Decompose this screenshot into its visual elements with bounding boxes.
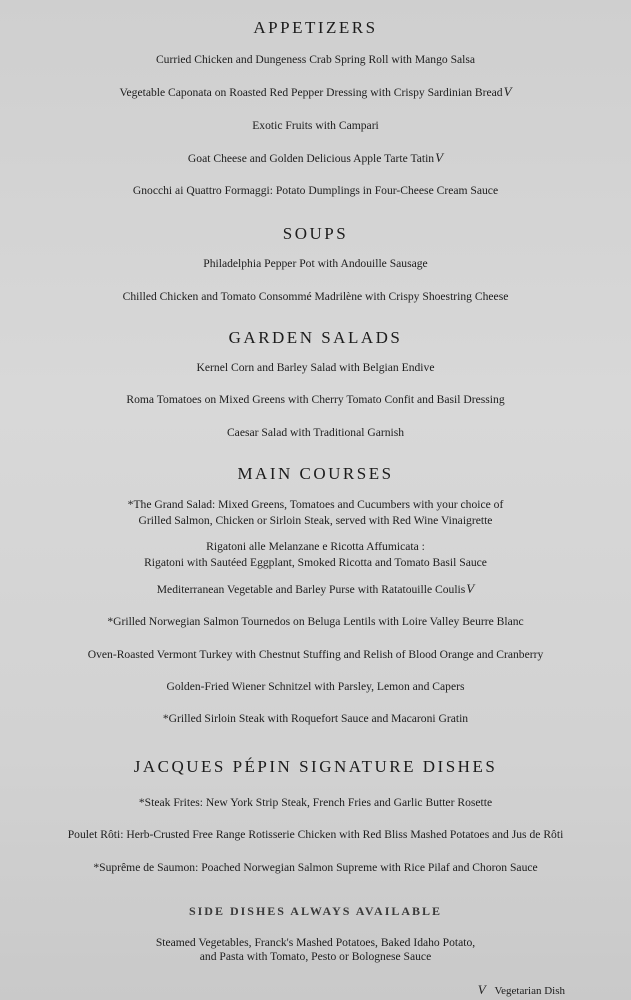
vegetarian-icon: V	[466, 581, 475, 596]
vegetarian-icon: V	[503, 84, 512, 99]
menu-item-continued: Rigatoni with Sautéed Eggplant, Smoked Ricotta and Tomato Basil Sauce	[144, 556, 487, 569]
menu-item: Exotic Fruits with Campari	[252, 119, 379, 132]
menu-item: Caesar Salad with Traditional Garnish	[226, 426, 405, 439]
section-title-soups: SOUPS	[282, 224, 349, 243]
menu-item: Oven-Roasted Vermont Turkey with Chestnut Stuffing and Relish of Blood Orange and Cranberry	[87, 648, 544, 661]
menu-item: Mediterranean Vegetable and Barley Purse with Ratatouille CoulisV	[156, 581, 475, 596]
menu-item: *Steak Frites: New York Strip Steak, French Fries and Garlic Butter Rosette	[138, 796, 493, 809]
vegetarian-icon: V	[477, 982, 486, 997]
menu-item: Kernel Corn and Barley Salad with Belgian Endive	[196, 361, 435, 374]
menu-item: Poulet Rôti: Herb-Crusted Free Range Rotisserie Chicken with Red Bliss Mashed Potatoes and Jus de Rôti	[67, 828, 564, 841]
vegetarian-icon: V	[435, 150, 444, 165]
section-title-main-courses: MAIN COURSES	[237, 464, 394, 483]
menu-item: *The Grand Salad: Mixed Greens, Tomatoes and Cucumbers with your choice of	[127, 498, 504, 511]
menu-item: Golden-Fried Wiener Schnitzel with Parsley, Lemon and Capers	[166, 680, 465, 693]
side-dishes-line: and Pasta with Tomato, Pesto or Bolognese Sauce	[199, 950, 432, 963]
menu-item: Gnocchi ai Quattro Formaggi: Potato Dumplings in Four-Cheese Cream Sauce	[132, 184, 499, 197]
section-title-signature-dishes: JACQUES PÉPIN SIGNATURE DISHES	[133, 757, 498, 776]
menu-item: *Grilled Norwegian Salmon Tournedos on Beluga Lentils with Loire Valley Beurre Blanc	[107, 615, 524, 628]
menu-item: Roma Tomatoes on Mixed Greens with Cherry Tomato Confit and Basil Dressing	[126, 393, 505, 406]
side-dishes-line: Steamed Vegetables, Franck's Mashed Potatoes, Baked Idaho Potato,	[155, 936, 476, 949]
menu-item: Goat Cheese and Golden Delicious Apple Tarte TatinV	[187, 150, 444, 165]
vegetarian-legend	[477, 982, 565, 998]
menu-item: Rigatoni alle Melanzane e Ricotta Affumicata :	[206, 540, 425, 553]
section-title-appetizers: APPETIZERS	[253, 18, 378, 37]
menu-item: Chilled Chicken and Tomato Consommé Madrilène with Crispy Shoestring Cheese	[122, 290, 509, 303]
menu-item: Vegetable Caponata on Roasted Red Pepper Dressing with Crispy Sardinian BreadV	[119, 84, 512, 99]
menu-item-continued: Grilled Salmon, Chicken or Sirloin Steak, served with Red Wine Vinaigrette	[138, 514, 493, 527]
section-title-garden-salads: GARDEN SALADS	[228, 328, 403, 347]
menu-item: *Suprême de Saumon: Poached Norwegian Salmon Supreme with Rice Pilaf and Choron Sauce	[93, 861, 538, 874]
section-title-side-dishes: SIDE DISHES ALWAYS AVAILABLE	[188, 904, 443, 918]
menu-item: Philadelphia Pepper Pot with Andouille Sausage	[203, 257, 428, 270]
legend-label: Vegetarian Dish	[494, 985, 565, 997]
menu-item: *Grilled Sirloin Steak with Roquefort Sauce and Macaroni Gratin	[162, 712, 469, 725]
menu-item: Curried Chicken and Dungeness Crab Spring Roll with Mango Salsa	[155, 53, 476, 66]
